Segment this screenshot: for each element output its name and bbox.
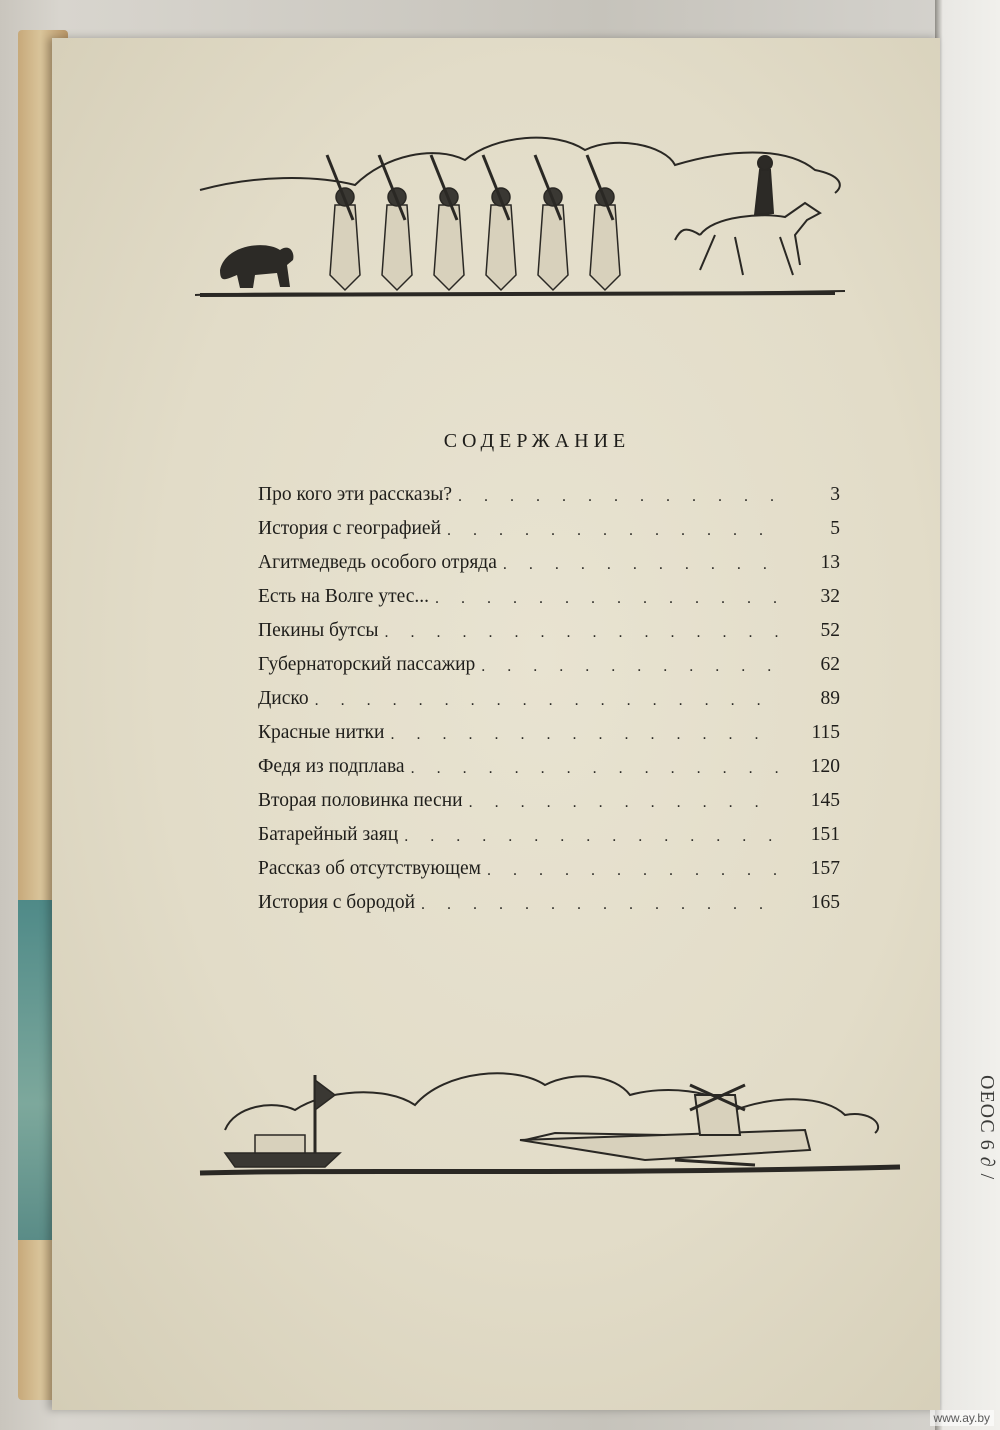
toc-entry (258, 546, 840, 580)
toc-entry (258, 716, 840, 750)
toc-dot-leader (411, 756, 780, 778)
toc-entry (258, 648, 840, 682)
seaplane-figure (520, 1085, 810, 1165)
toc-dot-leader (421, 892, 780, 914)
toc-entry-title: Красные нитки (258, 722, 385, 743)
toc-entry-page: 89 (820, 688, 840, 709)
toc-dot-leader (503, 552, 780, 574)
toc-entry-page: 165 (810, 892, 840, 913)
toc-title: СОДЕРЖАНИЕ (443, 430, 631, 452)
rider-on-horse (675, 156, 820, 275)
toc-entry-page: 13 (820, 552, 840, 573)
toc-entry-title: Диско (258, 688, 309, 709)
cover-pattern (18, 900, 52, 1240)
toc-entry-page: 120 (810, 756, 840, 777)
soldier-figure (587, 155, 620, 290)
toc-entry-title: Батарейный заяц (258, 824, 399, 845)
toc-dot-leader (447, 518, 780, 540)
toc-entry (258, 818, 840, 852)
toc-entry (258, 614, 840, 648)
toc-entry (258, 852, 840, 886)
toc-entry (258, 750, 840, 784)
toc-entry-title: Федя из подплава (258, 756, 405, 777)
toc-entry-page: 145 (810, 790, 840, 811)
table-of-contents (258, 478, 840, 920)
soldier-figure (379, 155, 412, 290)
toc-entry-page: 115 (811, 722, 840, 743)
watermark: www.ay.by (930, 1410, 994, 1426)
toc-dot-leader (404, 824, 780, 846)
toc-entry-page: 62 (820, 654, 840, 675)
toc-entry-page: 52 (820, 620, 840, 641)
toc-entry-title: Про кого эти рассказы? (258, 484, 453, 505)
toc-entry-page: 5 (830, 518, 840, 539)
toc-dot-leader (458, 484, 780, 506)
facing-page-text: ОЕОС 6 ∂ / (976, 1075, 998, 1181)
toc-entry-title: История с географией (258, 518, 442, 539)
toc-dot-leader (469, 790, 780, 812)
toc-dot-leader (481, 654, 780, 676)
toc-entry-page: 157 (810, 858, 840, 879)
toc-entry-title: История с бородой (258, 892, 416, 913)
bear-figure (220, 245, 293, 288)
toc-entry-title: Вторая половинка песни (258, 790, 463, 811)
toc-entry (258, 886, 840, 920)
top-illustration (195, 125, 845, 300)
toc-entry-title: Агитмедведь особого отряда (258, 552, 497, 573)
toc-dot-leader (390, 722, 780, 744)
toc-entry-page: 3 (830, 484, 840, 505)
toc-dot-leader (315, 688, 780, 710)
toc-dot-leader (487, 858, 780, 880)
toc-entry (258, 682, 840, 716)
toc-entry-title: Губернаторский пассажир (258, 654, 476, 675)
soldier-figure (483, 155, 516, 290)
bottom-illustration (195, 1055, 905, 1185)
toc-entry (258, 512, 840, 546)
toc-entry (258, 580, 840, 614)
toc-entry-title: Рассказ об отсутствующем (258, 858, 481, 879)
facing-page (935, 0, 1000, 1430)
soldier-figure (431, 155, 464, 290)
toc-dot-leader (435, 586, 780, 608)
toc-entry-page: 151 (810, 824, 840, 845)
soldier-figure (535, 155, 568, 290)
toc-entry-title: Пекины бутсы (258, 620, 379, 641)
toc-entry (258, 478, 840, 512)
boat-figure (225, 1075, 340, 1167)
toc-dot-leader (385, 620, 780, 642)
soldier-figure (327, 155, 360, 290)
toc-entry-page: 32 (820, 586, 840, 607)
toc-entry (258, 784, 840, 818)
toc-entry-title: Есть на Волге утес... (258, 586, 430, 607)
